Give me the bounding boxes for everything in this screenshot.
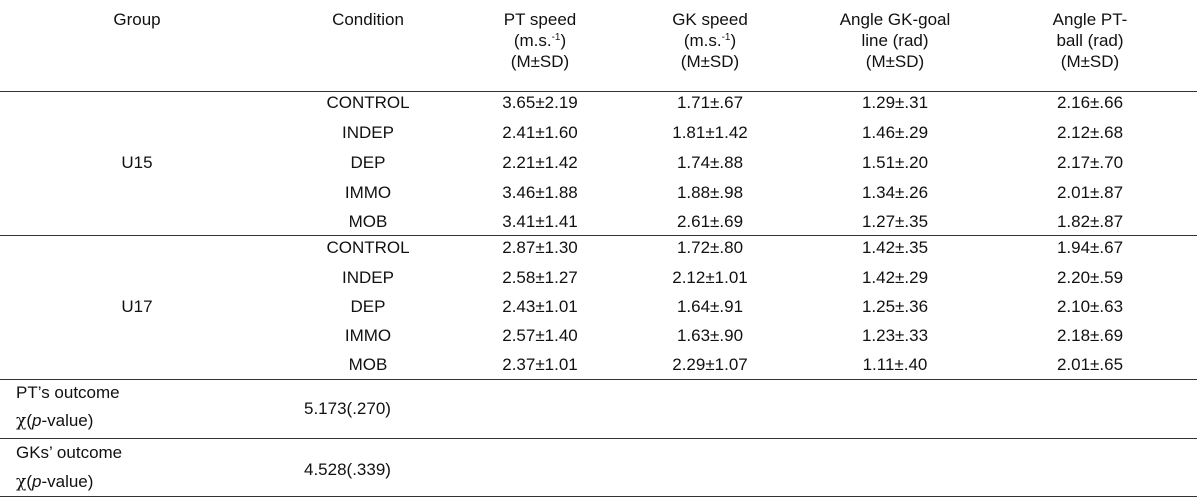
header-angle-pt-ball [1020, 9, 1160, 72]
cell-angle-gk-goal: 1.11±.40 [862, 355, 928, 374]
cell-gk-speed: 2.61±.69 [676, 212, 744, 231]
cell-condition: INDEP [342, 123, 394, 142]
cell-condition: MOB [348, 355, 388, 374]
cell-pt-speed: 2.43±1.01 [502, 297, 578, 316]
header-group: Group [113, 10, 161, 29]
header-pt-speed-line3: (M±SD) [510, 52, 570, 71]
cell-angle-gk-goal: 1.42±.35 [861, 238, 929, 257]
header-gk-speed-line3: (M±SD) [680, 52, 740, 71]
header-angle-gk-goal-line1: Angle GK-goal [839, 10, 951, 29]
cell-pt-speed: 3.46±1.88 [502, 183, 578, 202]
outcome-gk-value: 4.528(.339) [304, 460, 391, 479]
cell-condition: CONTROL [326, 238, 410, 257]
header-gk-speed-line2: (m.s.$^{-1}$) [683, 31, 737, 50]
cell-angle-pt-ball: 1.82±.87 [1056, 212, 1124, 231]
cell-pt-speed: 2.58±1.27 [502, 268, 578, 287]
cell-condition: DEP [350, 297, 386, 316]
cell-angle-gk-goal: 1.25±.36 [861, 297, 929, 316]
header-pt-speed-line2: (m.s.$^{-1}$) [513, 31, 567, 50]
group-label-u15: U15 [121, 153, 153, 172]
outcome-gk-label-line1: GKs’ outcome [16, 443, 123, 462]
header-gk-speed [640, 9, 780, 72]
cell-angle-gk-goal: 1.23±.33 [861, 326, 929, 345]
cell-angle-pt-ball: 2.10±.63 [1056, 297, 1124, 316]
cell-angle-pt-ball: 2.16±.66 [1056, 93, 1124, 112]
cell-gk-speed: 1.63±.90 [676, 326, 744, 345]
group-label-u17: U17 [121, 297, 153, 316]
cell-angle-pt-ball: 2.12±.68 [1056, 123, 1124, 142]
cell-gk-speed: 1.81±1.42 [672, 123, 748, 142]
cell-condition: MOB [348, 212, 388, 231]
cell-pt-speed: 2.37±1.01 [502, 355, 578, 374]
cell-pt-speed: 3.65±2.19 [502, 93, 578, 112]
header-gk-speed-line1: GK speed [672, 10, 748, 29]
header-angle-gk-goal-line2: line (rad) [861, 31, 929, 50]
cell-angle-pt-ball: 2.01±.87 [1056, 183, 1124, 202]
cell-condition: CONTROL [326, 93, 410, 112]
header-pt-speed [470, 9, 610, 72]
rule-outcome-divider [0, 438, 1197, 439]
cell-angle-gk-goal: 1.42±.29 [861, 268, 929, 287]
cell-angle-gk-goal: 1.29±.31 [861, 93, 929, 112]
header-angle-gk-goal-line3: (M±SD) [865, 52, 925, 71]
cell-condition: INDEP [342, 268, 394, 287]
cell-gk-speed: 1.71±.67 [676, 93, 744, 112]
cell-gk-speed: 1.74±.88 [676, 153, 744, 172]
cell-angle-gk-goal: 1.34±.26 [861, 183, 929, 202]
header-angle-pt-ball-line3: (M±SD) [1060, 52, 1120, 71]
cell-gk-speed: 1.88±.98 [676, 183, 744, 202]
header-angle-gk-goal [815, 9, 975, 72]
rule-group-divider [0, 235, 1197, 236]
cell-pt-speed: 2.41±1.60 [502, 123, 578, 142]
cell-condition: DEP [350, 153, 386, 172]
cell-pt-speed: 2.21±1.42 [502, 153, 578, 172]
cell-angle-gk-goal: 1.46±.29 [861, 123, 929, 142]
outcome-pt-value: 5.173(.270) [304, 399, 391, 418]
header-angle-pt-ball-line1: Angle PT- [1052, 10, 1128, 29]
header-angle-pt-ball-line2: ball (rad) [1056, 31, 1124, 50]
cell-angle-pt-ball: 2.01±.65 [1056, 355, 1124, 374]
cell-pt-speed: 3.41±1.41 [502, 212, 578, 231]
rule-header [0, 91, 1197, 92]
outcome-pt-label-line1: PT’s outcome [16, 383, 120, 402]
cell-gk-speed: 2.29±1.07 [672, 355, 748, 374]
cell-gk-speed: 1.72±.80 [676, 238, 744, 257]
rule-bottom [0, 496, 1197, 497]
outcome-pt-label-line2: χ(p-value) [16, 411, 94, 431]
cell-angle-pt-ball: 2.20±.59 [1056, 268, 1124, 287]
outcome-gk-label-line2: χ(p-value) [16, 472, 94, 492]
cell-gk-speed: 1.64±.91 [676, 297, 744, 316]
cell-pt-speed: 2.87±1.30 [502, 238, 578, 257]
cell-condition: IMMO [344, 326, 392, 345]
cell-angle-pt-ball: 2.18±.69 [1056, 326, 1124, 345]
cell-condition: IMMO [344, 183, 392, 202]
cell-angle-pt-ball: 1.94±.67 [1056, 238, 1124, 257]
header-pt-speed-line1: PT speed [503, 10, 577, 29]
header-condition: Condition [332, 10, 404, 29]
rule-outcomes [0, 379, 1197, 380]
cell-angle-gk-goal: 1.51±.20 [861, 153, 929, 172]
cell-angle-pt-ball: 2.17±.70 [1056, 153, 1124, 172]
cell-pt-speed: 2.57±1.40 [502, 326, 578, 345]
cell-angle-gk-goal: 1.27±.35 [861, 212, 929, 231]
cell-gk-speed: 2.12±1.01 [672, 268, 748, 287]
